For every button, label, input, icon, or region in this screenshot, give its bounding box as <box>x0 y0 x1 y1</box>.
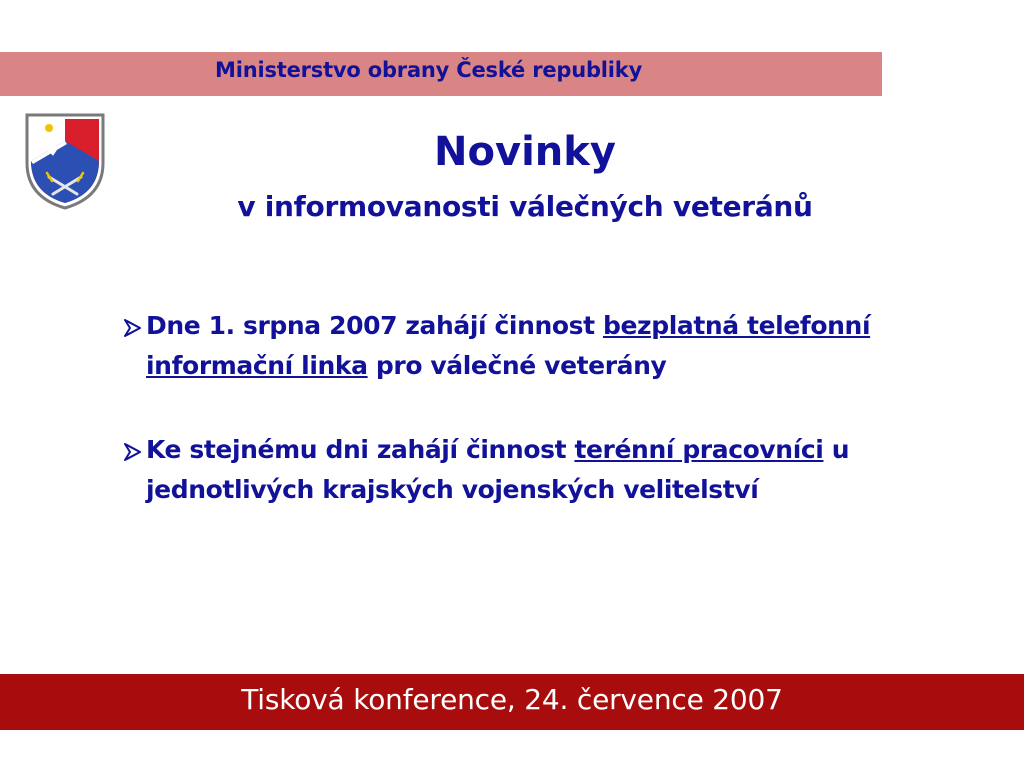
slide-subtitle: v informovanosti válečných veteránů <box>237 190 813 223</box>
slide-title: Novinky <box>434 129 616 175</box>
bullet-text-part: Ke stejnému dni zahájí činnost <box>146 435 575 464</box>
footer-text: Tisková konference, 24. července 2007 <box>241 683 783 716</box>
bullet-text-part: u jednotlivých krajských vojenských velitelství <box>146 435 850 504</box>
bullet-text <box>146 306 998 386</box>
arrow-bullet-icon <box>118 318 146 338</box>
bullet-item <box>118 306 998 386</box>
underlined-phrase: terénní pracovníci <box>574 435 824 464</box>
underlined-phrase: bezplatná telefonní informační linka <box>146 311 871 380</box>
bullet-text-part: pro válečné veterány <box>367 351 667 380</box>
organization-name: Ministerstvo obrany České republiky <box>215 58 643 82</box>
ministry-of-defence-coat-of-arms-icon <box>22 111 108 211</box>
bullet-text-part: Dne 1. srpna 2007 zahájí činnost <box>146 311 603 340</box>
arrow-bullet-icon <box>118 442 146 462</box>
bullet-text <box>146 430 998 510</box>
bullet-item <box>118 430 998 510</box>
